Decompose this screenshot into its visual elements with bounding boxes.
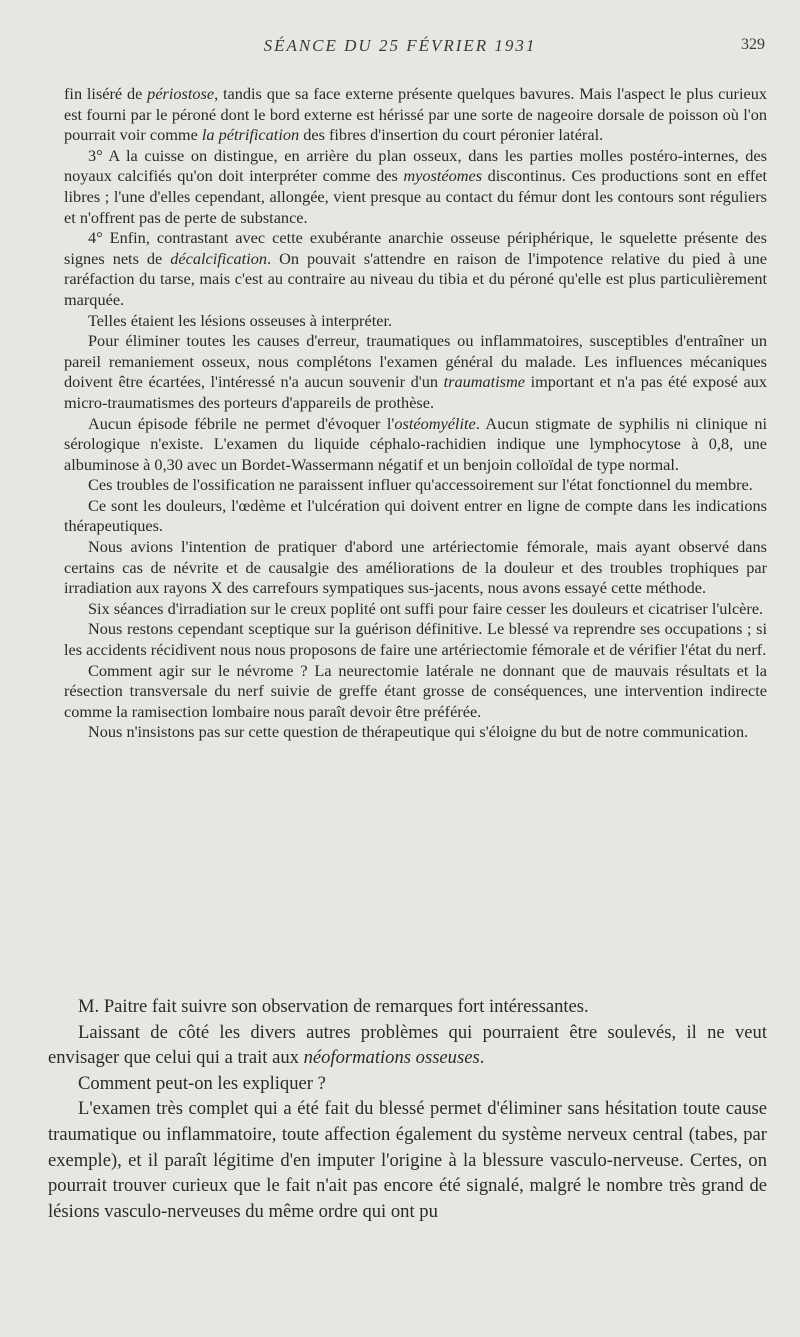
text-run: . On pouvait s'attendre en raison de l'impotence relative du pied à une raréfaction du tarse, mais c'est au contraire au niveau du tibia et du péroné qu'elle est plus particulièrement marquée. <box>64 248 768 309</box>
paragraph <box>64 228 767 310</box>
italic-term: traumatisme <box>443 372 525 392</box>
text-run: Comment peut-on les expliquer ? <box>78 1072 326 1094</box>
text-run: Laissant de côté les divers autres problèmes qui pourraient être soulevés, il ne veut envisager que celui qui a trait aux <box>48 1021 767 1069</box>
paragraph <box>64 311 767 332</box>
italic-term: ostéomyélite <box>394 413 476 433</box>
text-run: Nous restons cependant sceptique sur la guérison définitive. Le blessé va reprendre ses occupations ; si les accidents récidivent nous nous proposons de faire une artériectomie fémorale et de vérifier l'état du nerf. <box>64 619 767 660</box>
running-title: SÉANCE DU 25 FÉVRIER 1931 <box>263 36 537 55</box>
text-run: Nous n'insistons pas sur cette question de thérapeutique qui s'éloigne du but de notre communication. <box>88 722 749 742</box>
text-run: Telles étaient les lésions osseuses à interpréter. <box>88 310 393 330</box>
text-run: M. Paitre fait suivre son observation de remarques fort intéressantes. <box>78 996 589 1017</box>
text-run: Comment agir sur le névrome ? La neurectomie latérale ne donnant que de mauvais résultats et la résection transversale du nerf suivie de greffe étant grosse de conséquences, une intervention indirecte comme la ramisection lombaire nous paraît devoir être préférée. <box>64 660 767 721</box>
text-run: discontinus. Ces productions sont en effet libres ; l'une d'elles cependant, allongée, vient presque au contact du fémur dont les contours sont réguliers et n'offrent pas de perte de substance. <box>64 166 767 227</box>
paragraph <box>64 537 767 599</box>
paragraph <box>48 1020 767 1071</box>
body-text-large <box>48 994 767 1224</box>
page-number: 329 <box>741 36 765 53</box>
paragraph <box>64 331 767 413</box>
italic-term: décalcification <box>170 248 268 268</box>
text-run: Nous avions l'intention de pratiquer d'abord une artériectomie fémorale, mais ayant observé dans certains cas de névrite et de causalgie des améliorations de la douleur et des troubles trophiques par irradiation aux rayons X des carrefours sympatiques sus-jacents, nous avons essayé cette méthode. <box>64 537 767 598</box>
paragraph <box>64 661 767 723</box>
text-run: 4° Enfin, contrastant avec cette exubérante anarchie osseuse périphérique, le squelette présente des signes nets de <box>64 228 767 268</box>
text-run: Six séances d'irradiation sur le creux poplité ont suffi pour faire cesser les douleurs et cicatriser l'ulcère. <box>88 598 764 618</box>
text-run: L'examen très complet qui a été fait du blessé permet d'éliminer sans hésitation toute cause traumatique ou inflammatoire, toute affection également du système nerveux central (tabes, par exemple), et il paraît légitime d'en imputer l'origine à la blessure vasculo-nerveuse. Certes, on pourrait trouver curieux que le fait n'ait pas encore été signalé, malgré le nombre très grand de lésions vasculo-nerveuses du même ordre qui ont pu <box>48 1098 767 1222</box>
paragraph <box>64 475 767 496</box>
italic-term: la pétrification <box>201 125 300 145</box>
page-header <box>0 36 800 58</box>
text-run: des fibres d'insertion du court péronier latéral. <box>299 125 604 145</box>
paragraph <box>48 1096 767 1224</box>
paragraph <box>64 722 767 743</box>
paragraph <box>64 619 767 660</box>
text-run: Ce sont les douleurs, l'œdème et l'ulcération qui doivent entrer en ligne de compte dans les indications thérapeutiques. <box>64 495 767 536</box>
text-run: 3° A la cuisse on distingue, en arrière du plan osseux, dans les parties molles postéro-internes, des noyaux calcifiés qu'on doit interpréter comme des <box>64 145 767 186</box>
paragraph <box>64 414 767 476</box>
paragraph <box>48 1071 767 1097</box>
text-run: Pour éliminer toutes les causes d'erreur, traumatiques ou inflammatoires, susceptibles d'entraîner un pareil remaniement osseux, nous complétons l'examen général du malade. Les influences mécaniques doivent être écartées, l'intéressé n'a aucun souvenir d'un <box>64 331 767 392</box>
text-run: . Aucun stigmate de syphilis ni clinique ni sérologique n'existe. L'examen du liquide céphalo-rachidien indique une lymphocytose à 0,8, une albuminose à 0,30 avec un Bordet-Wassermann négatif et un benjoin colloïdal de type normal. <box>64 413 767 474</box>
body-text-small <box>64 84 767 743</box>
paragraph <box>64 496 767 537</box>
italic-term: myostéomes <box>403 166 483 186</box>
text-run: Ces troubles de l'ossification ne paraissent influer qu'accessoirement sur l'état fonctionnel du membre. <box>88 475 753 495</box>
paragraph <box>64 599 767 620</box>
text-run: fin liséré de <box>64 84 148 103</box>
italic-term: périostose <box>147 84 215 103</box>
text-run: important et n'a pas été exposé aux micro-traumatismes des porteurs d'appareils de prothèse. <box>64 372 767 412</box>
text-run: Aucun épisode fébrile ne permet d'évoquer l' <box>88 413 395 433</box>
italic-term: néoformations osseuses <box>303 1047 480 1069</box>
paragraph <box>48 994 767 1020</box>
paragraph <box>64 146 767 228</box>
text-run: . <box>479 1047 485 1069</box>
text-run: , tandis que sa face externe présente quelques bavures. Mais l'aspect le plus curieux est fourni par le péroné dont le bord externe est hérissé par une sorte de nageoire dorsale de poisson où l'on pourrait voir comme <box>64 84 768 145</box>
paragraph <box>64 84 767 146</box>
